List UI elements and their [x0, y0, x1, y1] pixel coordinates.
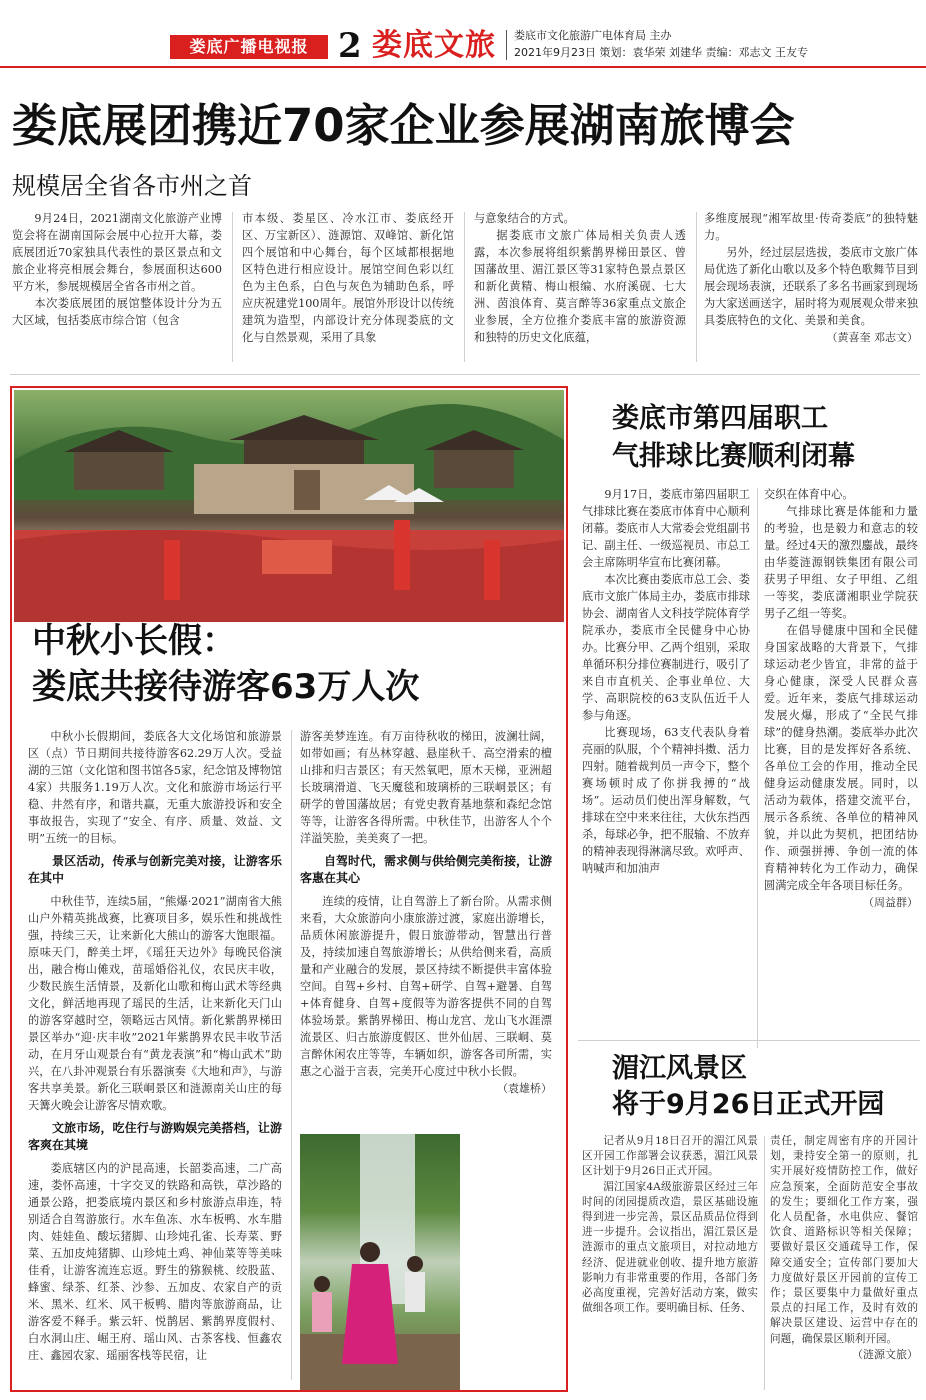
volleyball-paragraph: 交织在体育中心。	[764, 488, 854, 501]
volleyball-paragraph: 气排球比赛是体能和力量的考验，也是毅力和意志的较量。经过4天的激烈鏖战，最终由华菱涟源钢铁集团有限公司获男子甲组、女子甲组、乙组一等奖，娄底潇湘职业学院获男子乙组一等奖。	[764, 505, 918, 620]
feature-left-column	[28, 728, 282, 1364]
meijiang-left-column	[582, 1134, 758, 1316]
column-divider	[232, 212, 233, 362]
feature-paragraph: 娄底辖区内的沪昆高速，长韶娄高速，二广高速，娄怀高速，十字交叉的铁路和高铁，草沙路的通景公路，把娄底境内景区和乡村旅游点串连，特别适合自驾游旅行。水车鱼冻、水车板鸭、水车腊肉、娃娃鱼、酸坛猪脚、山珍炖孔雀、长寿菜、野菜、五加皮炖猪脚、山珍炖土鸡、神仙菜等等美味佳肴，让游客流连忘返。野生的猕猴桃、绞股蓝、蜂蜜、绿茶、红茶、沙参、五加皮、农家自产的贡米、黑米、红米、风干板鸭、腊肉等旅游商品，让游客爱不释手。紫云轩、悦鹊居、紫鹊界度假村、白水洞山庄、崛王府、瑶山风、古茶客栈、恒鑫农庄、鑫园农家、瑶丽客栈等民宿，让	[28, 1162, 282, 1362]
feature-subheading: 自驾时代，需求侧与供给侧完美衔接，让游客惠在其心	[300, 854, 553, 885]
lead-column-2	[242, 210, 454, 346]
volleyball-paragraph: 在倡导健康中国和全民健身国家战略的大背景下，气排球运动老少皆宜，非常的益于身心健康，深受人民群众喜爱。近年来，娄底气排球运动发展火爆，形成了“全民气排球”的健身热潮。娄底举办此次比赛，目的是发挥好各系统、各单位工会的作用，推动全民健身运动健康发展。同时，以活动为载体，搭建交流平台，展示各系统、各单位的精神风貌，并以此为契机，把团结协作、顽强拼搏、争创一流的体育精神转化为工作动力，确保圆满完成全年各项目标任务。	[764, 624, 918, 892]
feature-paragraph: 游客美梦连连。有万亩待秋收的梯田，波澜壮阔，如带如画；有丛林穿越、悬崖秋千、高空滑索的檀山排和归吉景区；有天然氧吧，原木天梯，亚洲超长玻璃滑道、飞天魔毯和玻璃桥的三联峒景区；有研学的曾国藩故居；有党史教育基地蔡和森纪念馆等等，让游客各得所需。中秋佳节，出游客人个个洋溢笑脸，美美爽了一把。	[300, 730, 552, 845]
lead-paragraph: 市本级、娄星区、冷水江市、娄底经开区、万宝新区）、涟源馆、双峰馆、新化馆四个展馆和中心舞台，每个区域都根据地区特色进行相应设计。展馆空间色彩以红色为主色系，白色与灰色为辅助色系，呼应庆祝建党100周年。展馆外形设计以传统建筑为造型，内部设计充分体现娄底的文化与自然景观，采用了具象	[242, 212, 454, 344]
column-divider	[757, 488, 758, 1048]
volleyball-signature: （周益群）	[863, 896, 918, 909]
volleyball-left-column	[582, 486, 750, 877]
section-rule	[10, 374, 920, 375]
feature-subheading: 文旅市场，吃住行与游购娱完美搭档，让游客爽在其境	[28, 1121, 282, 1152]
volleyball-title-line1: 娄底市第四届职工	[612, 403, 828, 434]
feature-paragraph: 中秋佳节，连续5届，“熊爆·2021”湖南省大熊山户外精英挑战赛，比赛项目多，娱乐性和挑战性强，持续三天，让来新化大熊山的游客大饱眼福。原味天门，醉美土坪，《瑶狂天边外》每晚民俗演出，融合梅山傩戏，苗瑶婚俗礼仪，农民庆丰收，少数民族生活情景，及新化山歌和梅山武术等经典文化，鲜活地再现了瑶民的生活，让来新化天门山的游客穿越时空，领略远古风情。新化紫鹊界梯田景区举办“迎·庆丰收”2021年紫鹊界农民丰收节活动，在月牙山观景台有“黄龙表演”和“梅山武术”助兴，在八卦冲观景台有乐器演奏《大地和声》，与游客共享美景。新化三联峒景区和涟源南关山庄的每天篝火晚会让游客尽情欢歌。	[28, 895, 282, 1112]
page-number: 2	[338, 26, 362, 66]
header-rule	[0, 66, 926, 68]
lead-paragraph: 多维度展现“湘军故里·传奇娄底”的独特魅力。	[704, 212, 918, 242]
header-divider	[506, 30, 507, 60]
feature-title-line1: 中秋小长假：	[32, 621, 236, 661]
meijiang-paragraph: 湄江国家4A级旅游景区经过三年时间的闭园提质改造，景区基础设施得到进一步完善，景区品质品位得到进一步提升。会议指出，湄江景区是涟源市的重点文旅项目，对拉动地方经济、促进就业创收、提升地方旅游影响力有非常重要的作用，各部门务必高度重视，完善好活动方案，做实做细各项工作。要明确目标、任务、	[582, 1180, 758, 1315]
feature-paragraph: 连续的疫情，让自驾游上了新台阶。从需求侧来看，大众旅游向小康旅游过渡，家庭出游增长，品质休闲旅游提升，假日旅游带动，智慧出行普及，持续加速自驾旅游增长；从供给侧来看，高质量和产业融合的发展，景区持续不断提供丰富体验空间。自驾+乡村、自驾+研学、自驾+避暑、自驾+体育健身、自驾+度假等为游客提供不同的自驾体验场景。紫鹊界梯田、梅山龙宫、龙山飞水涯漂流景区、归古旅游度假区、世外仙居、三联峒、莫言醉休闲农庄等等，车辆如织，游客各司所需，实惠之心溢于言表，完美开心度过中秋小长假。	[300, 895, 552, 1078]
lead-column-3	[474, 210, 686, 346]
section-rule	[578, 1040, 920, 1041]
credits-line: 2021年9月23日 策划：袁华荣 刘建华 责编：邓志文 王友专	[514, 46, 808, 59]
meijiang-right-column	[770, 1134, 918, 1362]
temple-crowd-image	[14, 390, 564, 622]
lead-column-4	[704, 210, 918, 346]
volleyball-paragraph: 比赛现场，63支代表队身着亮丽的队服，个个精神抖擞、活力四射。随着裁判员一声令下，整个赛场顿时成了你拼我搏的“战场”。运动员们使出浑身解数，气排球在空中来来往往，大伙东挡西杀，每球必争，把不服输、不放弃的精神表现得淋漓尽致。欢呼声、呐喊声和加油声	[582, 726, 750, 875]
waterfall-photo	[300, 1134, 460, 1390]
feature-paragraph: 中秋小长假期间，娄底各大文化场馆和旅游景区（点）节日期间共接待游客62.29万人次。受益湖的三馆（文化馆和图书馆各5家，纪念馆及博物馆4家）共服务1.19万人次。文化和旅游市场运行平稳、井然有序，和谐共赢，无重大旅游投诉和安全事故报告，实现了“安全、有序、质量、效益、文明”五统一的目标。	[28, 730, 282, 845]
lead-paragraph: 据娄底市文旅广体局相关负责人透露，本次参展将组织紫鹊界梯田景区、曾国藩故里、湄江景区等31家特色景点景区和新化黄精、梅山根编、水府溪砚、七大洲、茵浪体育、莫言醉等36家重点文旅企业参展，全方位推介娄底丰富的旅游资源和独特的历史文化底蕴，	[474, 229, 686, 344]
meijiang-title-line1: 湄江风景区	[612, 1053, 747, 1084]
column-divider	[696, 212, 697, 362]
crowd-photo	[14, 390, 564, 622]
volleyball-paragraph: 9月17日，娄底市第四届职工气排球比赛在娄底市体育中心顺利闭幕。娄底市人大常委会党组副书记、副主任、一级巡视员、市总工会主席陈明华宣布比赛闭幕。	[582, 488, 750, 569]
tourists-waterfall-image	[300, 1134, 460, 1390]
meijiang-paragraph: 责任，制定周密有序的开园计划，秉持安全第一的原则，扎实开展好疫情防控工作，做好应急预案，全面防范安全事故的发生；要细化工作方案，强化人员配备，水电供应、餐馆饮食、道路标识等相关保障；要做好景区交通疏导工作，保障交通安全；宣传部门要加大力度做好景区开园前的宣传工作；景区要集中力量做好重点景点的扫尾工作，及时有效的解决景区建设、运营中存在的问题，确保景区顺利开园。	[770, 1135, 918, 1345]
meijiang-signature: （涟源文旅）	[852, 1347, 918, 1361]
feature-subheading: 景区活动，传承与创新完美对接，让游客乐在其中	[28, 854, 282, 885]
column-divider	[291, 730, 292, 1380]
lead-signature: （黄喜奎 邓志文）	[826, 331, 918, 344]
meijiang-title-line2: 将于9月26日正式开园	[612, 1089, 885, 1120]
feature-signature: （袁雄桥）	[497, 1082, 552, 1095]
lead-paragraph: 与意象结合的方式。	[474, 212, 575, 225]
column-divider	[464, 212, 465, 362]
volleyball-right-column	[764, 486, 918, 911]
lead-paragraph: 另外，经过层层选拔，娄底市文旅广体局优选了新化山歌以及多个特色歌舞节目到展会现场表演，还联系了多名书画家到现场为大家送画送字，届时将为观展观众带来独具娄底特色的文化、美景和美食。	[704, 246, 918, 327]
lead-paragraph: 本次娄底展团的展馆整体设计分为五大区域，包括娄底市综合馆（包含	[12, 297, 222, 327]
lead-column-1	[12, 210, 222, 329]
feature-title-line2: 娄底共接待游客63万人次	[32, 667, 420, 707]
meijiang-paragraph: 记者从9月18日召开的湄江风景区开园工作部署会议获悉，湄江风景区计划于9月26日正式开园。	[582, 1135, 758, 1178]
column-divider	[764, 1136, 765, 1390]
volleyball-paragraph: 本次比赛由娄底市总工会、娄底市文旅广体局主办，娄底市排球协会、湖南省人文科技学院体育学院承办，娄底市全民健身中心协办。比赛分甲、乙两个组别，采取单循环积分排位赛制进行，吸引了来自市直机关、企事业单位、大学、高职院校的63支队伍近千人参与角逐。	[582, 573, 750, 722]
sponsor-line: 娄底市文化旅游广电体育局 主办	[514, 29, 672, 42]
section-title: 娄底文旅	[372, 28, 496, 63]
feature-right-column	[300, 728, 552, 1097]
lead-paragraph: 9月24日，2021湖南文化旅游产业博览会将在湖南国际会展中心拉开大幕，娄底展团近70家独具代表性的景区景点和文旅企业将亮相展会舞台，参展面积达600平方米，参展规模居全省各市州之首。	[12, 212, 222, 293]
lead-headline: 娄底展团携近70家企业参展湖南旅博会	[12, 99, 795, 152]
masthead-logo: 娄底广播电视报	[170, 35, 328, 59]
lead-subheadline: 规模居全省各市州之首	[12, 172, 252, 200]
volleyball-title-line2: 气排球比赛顺利闭幕	[612, 441, 855, 472]
